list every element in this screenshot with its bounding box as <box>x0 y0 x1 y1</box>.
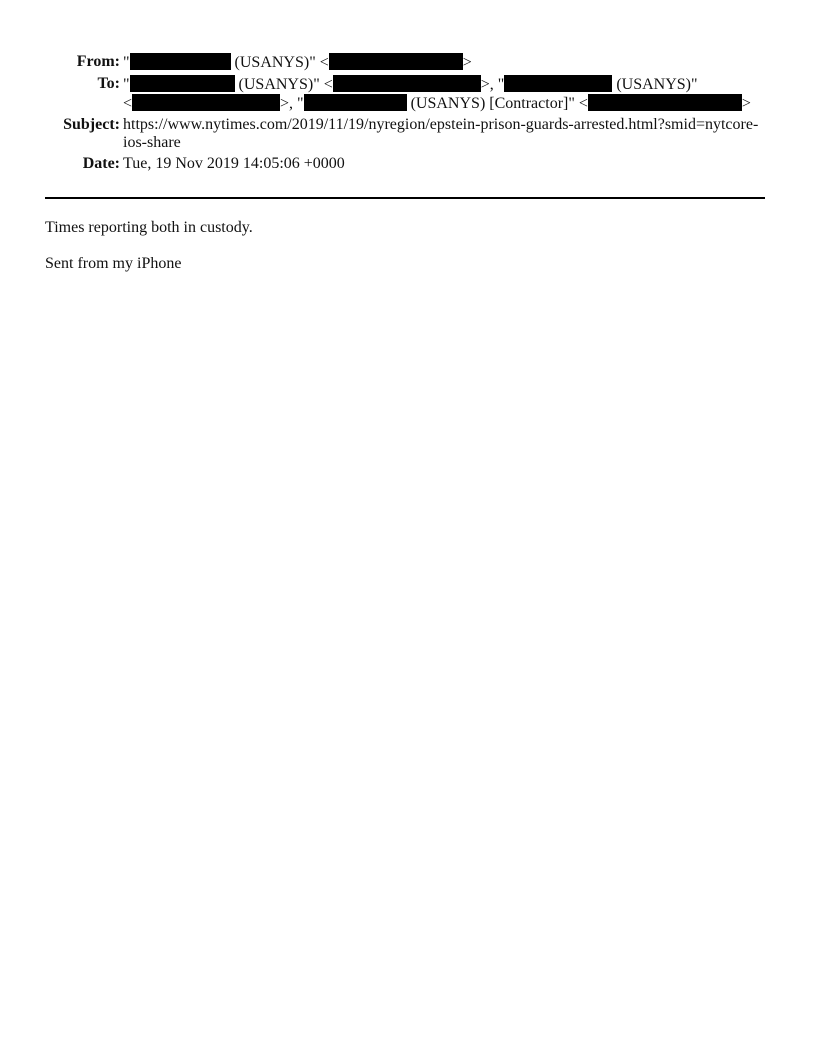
to-row <box>0 75 816 113</box>
subject-link[interactable]: https://www.nytimes.com/2019/11/19/nyregion/epstein-prison-guards-arrested.html?smid=nytcore-ios-share <box>123 116 759 151</box>
from-quote: " <box>123 54 130 71</box>
header-divider <box>45 197 765 199</box>
to-value <box>123 75 763 113</box>
redaction-box <box>333 75 481 92</box>
from-close: > <box>462 54 472 71</box>
redaction-box <box>329 53 463 70</box>
redaction-box <box>304 94 407 111</box>
redaction-box <box>588 94 742 111</box>
from-value <box>123 53 763 72</box>
signature-line: Sent from my iPhone <box>45 255 182 272</box>
to-1-org: (USANYS)" < <box>234 76 333 93</box>
redaction-box <box>504 75 612 92</box>
email-body <box>45 219 765 291</box>
date-row <box>0 155 816 173</box>
redaction-box <box>132 94 280 111</box>
date-value: Tue, 19 Nov 2019 14:05:06 +0000 <box>123 155 345 172</box>
from-row <box>0 53 816 72</box>
date-label: Date: <box>82 155 120 172</box>
to-3-close: > <box>741 95 751 112</box>
to-2-org: (USANYS)" <box>612 76 698 93</box>
redaction-box <box>130 75 235 92</box>
subject-row <box>0 116 816 152</box>
to-quote: " <box>123 76 130 93</box>
from-label: From: <box>76 53 120 70</box>
email-header <box>0 53 816 176</box>
to-2-close: >, " <box>280 95 304 112</box>
redaction-box <box>130 53 231 70</box>
to-1-close: >, " <box>480 76 505 93</box>
subject-label: Subject: <box>63 116 120 133</box>
to-label: To: <box>97 75 120 92</box>
from-org: (USANYS)" < <box>230 54 329 71</box>
body-line: Times reporting both in custody. <box>45 219 253 236</box>
to-2-open: < <box>123 95 133 112</box>
to-3-org: (USANYS) [Contractor]" < <box>406 95 588 112</box>
